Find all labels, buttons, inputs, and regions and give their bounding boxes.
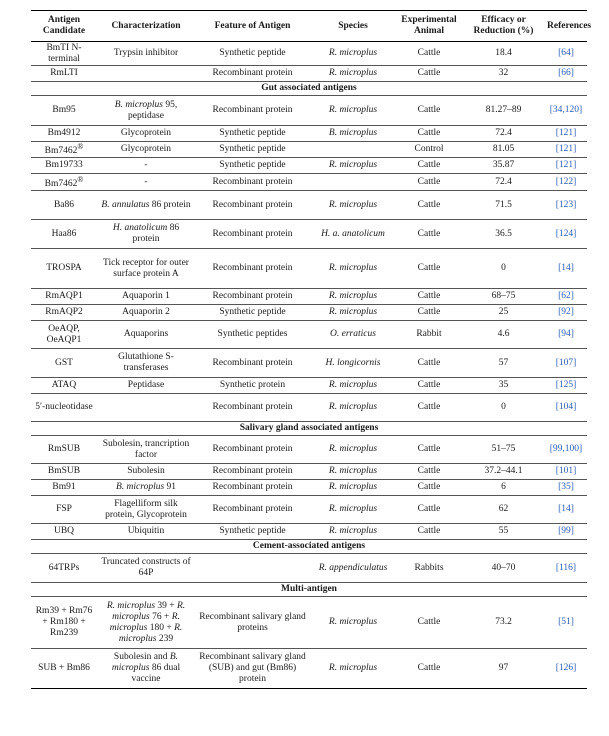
reference-link[interactable]: [99] [545, 524, 587, 540]
characterization-cell: Glycoprotein [97, 142, 195, 158]
table-row [31, 378, 587, 394]
reference-link[interactable]: [123] [545, 191, 587, 220]
section-title: Gut associated antigens [31, 82, 587, 96]
animal-cell: Cattle [396, 96, 462, 126]
table-row [31, 158, 587, 174]
efficacy-cell: 4.6 [462, 321, 545, 349]
species-cell: R. microplus [310, 42, 396, 66]
species-cell: R. microplus [310, 378, 396, 394]
characterization-cell: Subolesin, trancription factor [97, 436, 195, 464]
characterization-cell: B. microplus 95, peptidase [97, 96, 195, 126]
reference-link[interactable]: [66] [545, 66, 587, 82]
reference-link[interactable]: [121] [545, 142, 587, 158]
species-cell: R. microplus [310, 66, 396, 82]
feature-cell: Recombinant salivary gland proteins [195, 597, 310, 649]
reference-link[interactable]: [62] [545, 289, 587, 305]
animal-cell: Cattle [396, 378, 462, 394]
animal-cell: Cattle [396, 174, 462, 191]
table-row [31, 496, 587, 524]
characterization-cell: Subolesin [97, 464, 195, 480]
reference-link[interactable]: [124] [545, 220, 587, 249]
section-header-row [31, 422, 587, 436]
characterization-cell: - [97, 174, 195, 191]
species-cell: R. appendiculatus [310, 554, 396, 583]
species-cell: H. a. anatolicum [310, 220, 396, 249]
reference-link[interactable]: [104] [545, 394, 587, 422]
table-row [31, 42, 587, 66]
feature-cell: Recombinant protein [195, 480, 310, 496]
header-species: Species [310, 11, 396, 42]
characterization-cell: Aquaporins [97, 321, 195, 349]
efficacy-cell: 97 [462, 649, 545, 689]
section-header-row [31, 583, 587, 597]
characterization-cell [97, 394, 195, 422]
species-cell: R. microplus [310, 158, 396, 174]
table-row [31, 126, 587, 142]
efficacy-cell: 35.87 [462, 158, 545, 174]
characterization-cell: Tick receptor for outer surface protein A [97, 249, 195, 289]
feature-cell: Recombinant protein [195, 220, 310, 249]
species-cell: R. microplus [310, 649, 396, 689]
species-cell: B. microplus [310, 126, 396, 142]
characterization-cell: B. annulatus 86 protein [97, 191, 195, 220]
table-row [31, 554, 587, 583]
header-antigen-candidate: Antigen Candidate [31, 11, 97, 42]
antigen-candidate-cell: Bm91 [31, 480, 97, 496]
reference-link[interactable]: [107] [545, 349, 587, 378]
efficacy-cell: 18.4 [462, 42, 545, 66]
feature-cell: Recombinant protein [195, 349, 310, 378]
species-cell: R. microplus [310, 464, 396, 480]
antigen-candidate-cell: RmAQP1 [31, 289, 97, 305]
animal-cell: Rabbit [396, 321, 462, 349]
feature-cell: Recombinant protein [195, 436, 310, 464]
header-efficacy: Efficacy or Reduction (%) [462, 11, 545, 42]
animal-cell: Cattle [396, 305, 462, 321]
table-row [31, 305, 587, 321]
efficacy-cell: 35 [462, 378, 545, 394]
antigen-candidate-cell: 64TRPs [31, 554, 97, 583]
table-row [31, 220, 587, 249]
animal-cell: Cattle [396, 524, 462, 540]
section-title: Cement-associated antigens [31, 540, 587, 554]
efficacy-cell: 57 [462, 349, 545, 378]
species-cell: R. microplus [310, 249, 396, 289]
feature-cell: Recombinant salivary gland (SUB) and gut (Bm86) protein [195, 649, 310, 689]
animal-cell: Cattle [396, 480, 462, 496]
table-row [31, 524, 587, 540]
species-cell: R. microplus [310, 496, 396, 524]
reference-link[interactable]: [64] [545, 42, 587, 66]
reference-link[interactable]: [99,100] [545, 436, 587, 464]
feature-cell: Synthetic peptide [195, 524, 310, 540]
characterization-cell: Aquaporin 2 [97, 305, 195, 321]
table-row [31, 191, 587, 220]
characterization-cell: Glycoprotein [97, 126, 195, 142]
antigen-candidate-cell: TROSPA [31, 249, 97, 289]
feature-cell: Recombinant protein [195, 174, 310, 191]
header-row [31, 11, 587, 42]
reference-link[interactable]: [126] [545, 649, 587, 689]
animal-cell: Cattle [396, 349, 462, 378]
animal-cell: Cattle [396, 436, 462, 464]
species-cell: R. microplus [310, 305, 396, 321]
characterization-cell: R. microplus 39 + R. microplus 76 + R. microplus 180 + R. microplus 239 [97, 597, 195, 649]
reference-link[interactable]: [35] [545, 480, 587, 496]
antigen-candidate-cell: Bm95 [31, 96, 97, 126]
table-row [31, 96, 587, 126]
antigen-candidate-cell: 5′-nucleotidase [31, 394, 97, 422]
efficacy-cell: 25 [462, 305, 545, 321]
species-cell: O. erraticus [310, 321, 396, 349]
feature-cell: Recombinant protein [195, 394, 310, 422]
feature-cell [195, 554, 310, 583]
antigen-candidate-cell: Bm7462® [31, 142, 97, 158]
reference-link[interactable]: [14] [545, 496, 587, 524]
feature-cell: Synthetic peptide [195, 42, 310, 66]
animal-cell: Cattle [396, 66, 462, 82]
table-row [31, 142, 587, 158]
animal-cell: Cattle [396, 249, 462, 289]
efficacy-cell: 37.2–44.1 [462, 464, 545, 480]
reference-link[interactable]: [34,120] [545, 96, 587, 126]
table-row [31, 174, 587, 191]
feature-cell: Recombinant protein [195, 249, 310, 289]
reference-link[interactable]: [116] [545, 554, 587, 583]
efficacy-cell: 72.4 [462, 174, 545, 191]
feature-cell: Recombinant protein [195, 191, 310, 220]
animal-cell: Cattle [396, 158, 462, 174]
antigen-candidate-cell: RmAQP2 [31, 305, 97, 321]
species-cell: R. microplus [310, 524, 396, 540]
efficacy-cell: 72.4 [462, 126, 545, 142]
animal-cell: Cattle [396, 126, 462, 142]
characterization-cell: Aquaporin 1 [97, 289, 195, 305]
efficacy-cell: 71.5 [462, 191, 545, 220]
antigen-candidate-cell: OeAQP, OeAQP1 [31, 321, 97, 349]
reference-link[interactable]: [14] [545, 249, 587, 289]
reference-link[interactable]: [101] [545, 464, 587, 480]
feature-cell: Recombinant protein [195, 96, 310, 126]
animal-cell: Cattle [396, 496, 462, 524]
section-header-row [31, 540, 587, 554]
feature-cell: Recombinant protein [195, 464, 310, 480]
antigen-candidate-cell: RmSUB [31, 436, 97, 464]
feature-cell: Synthetic peptides [195, 321, 310, 349]
feature-cell: Synthetic peptide [195, 305, 310, 321]
feature-cell: Synthetic peptide [195, 126, 310, 142]
species-cell: R. microplus [310, 289, 396, 305]
characterization-cell: Ubiquitin [97, 524, 195, 540]
reference-link[interactable]: [122] [545, 174, 587, 191]
antigen-candidate-cell: Haa86 [31, 220, 97, 249]
table-row [31, 394, 587, 422]
antigen-candidate-cell: GST [31, 349, 97, 378]
efficacy-cell: 81.27–89 [462, 96, 545, 126]
efficacy-cell: 40–70 [462, 554, 545, 583]
table-row [31, 649, 587, 689]
animal-cell: Cattle [396, 220, 462, 249]
efficacy-cell: 51–75 [462, 436, 545, 464]
efficacy-cell: 6 [462, 480, 545, 496]
animal-cell: Cattle [396, 191, 462, 220]
feature-cell: Synthetic peptide [195, 142, 310, 158]
header-characterization: Characterization [97, 11, 195, 42]
reference-link[interactable]: [125] [545, 378, 587, 394]
table-row [31, 464, 587, 480]
animal-cell: Cattle [396, 42, 462, 66]
antigen-candidate-cell: UBQ [31, 524, 97, 540]
antigen-candidate-cell: RmLTI [31, 66, 97, 82]
efficacy-cell: 81.05 [462, 142, 545, 158]
species-cell: R. microplus [310, 96, 396, 126]
header-experimental-animal: Experimental Animal [396, 11, 462, 42]
efficacy-cell: 32 [462, 66, 545, 82]
table-body [31, 42, 587, 689]
antigen-candidate-cell: Bm7462® [31, 174, 97, 191]
table-row [31, 436, 587, 464]
reference-link[interactable]: [92] [545, 305, 587, 321]
characterization-cell: Glutathione S-transferases [97, 349, 195, 378]
species-cell [310, 174, 396, 191]
characterization-cell: Subolesin and B. microplus 86 dual vaccine [97, 649, 195, 689]
reference-link[interactable]: [121] [545, 126, 587, 142]
antigen-candidate-cell: FSP [31, 496, 97, 524]
efficacy-cell: 62 [462, 496, 545, 524]
header-feature-of-antigen: Feature of Antigen [195, 11, 310, 42]
section-header-row [31, 82, 587, 96]
feature-cell: Recombinant protein [195, 496, 310, 524]
animal-cell: Control [396, 142, 462, 158]
antigen-candidate-cell: BmTI N-terminal [31, 42, 97, 66]
efficacy-cell: 68–75 [462, 289, 545, 305]
table-row [31, 597, 587, 649]
antigen-candidate-cell: Rm39 + Rm76 + Rm180 + Rm239 [31, 597, 97, 649]
antigen-candidate-cell: Ba86 [31, 191, 97, 220]
species-cell: R. microplus [310, 394, 396, 422]
efficacy-cell: 0 [462, 249, 545, 289]
animal-cell: Cattle [396, 289, 462, 305]
header-references: References [545, 11, 587, 42]
antigen-candidate-cell: Bm19733 [31, 158, 97, 174]
characterization-cell: - [97, 158, 195, 174]
characterization-cell: Peptidase [97, 378, 195, 394]
species-cell: R. microplus [310, 191, 396, 220]
antigen-candidate-cell: BmSUB [31, 464, 97, 480]
table-row [31, 289, 587, 305]
animal-cell: Cattle [396, 649, 462, 689]
characterization-cell: Truncated constructs of 64P [97, 554, 195, 583]
section-title: Salivary gland associated antigens [31, 422, 587, 436]
reference-link[interactable]: [121] [545, 158, 587, 174]
efficacy-cell: 55 [462, 524, 545, 540]
reference-link[interactable]: [94] [545, 321, 587, 349]
table-row [31, 349, 587, 378]
characterization-cell: Flagelliform silk protein, Glycoprotein [97, 496, 195, 524]
section-title: Multi-antigen [31, 583, 587, 597]
species-cell: R. microplus [310, 597, 396, 649]
efficacy-cell: 36.5 [462, 220, 545, 249]
table-row [31, 480, 587, 496]
characterization-cell: Trypsin inhibitor [97, 42, 195, 66]
table-row [31, 66, 587, 82]
feature-cell: Recombinant protein [195, 66, 310, 82]
antigen-candidate-cell: Bm4912 [31, 126, 97, 142]
species-cell [310, 142, 396, 158]
characterization-cell: B. microplus 91 [97, 480, 195, 496]
table-row [31, 249, 587, 289]
characterization-cell: H. anatolicum 86 protein [97, 220, 195, 249]
animal-cell: Cattle [396, 464, 462, 480]
species-cell: R. microplus [310, 436, 396, 464]
feature-cell: Synthetic protein [195, 378, 310, 394]
characterization-cell [97, 66, 195, 82]
feature-cell: Synthetic peptide [195, 158, 310, 174]
antigen-candidate-cell: SUB + Bm86 [31, 649, 97, 689]
animal-cell: Cattle [396, 394, 462, 422]
table-container [31, 10, 592, 689]
reference-link[interactable]: [51] [545, 597, 587, 649]
antigen-table [31, 10, 592, 689]
animal-cell: Cattle [396, 597, 462, 649]
efficacy-cell: 0 [462, 394, 545, 422]
species-cell: R. microplus [310, 480, 396, 496]
animal-cell: Rabbits [396, 554, 462, 583]
efficacy-cell: 73.2 [462, 597, 545, 649]
table-row [31, 321, 587, 349]
antigen-candidate-cell: ATAQ [31, 378, 97, 394]
species-cell: H. longicornis [310, 349, 396, 378]
feature-cell: Recombinant protein [195, 289, 310, 305]
